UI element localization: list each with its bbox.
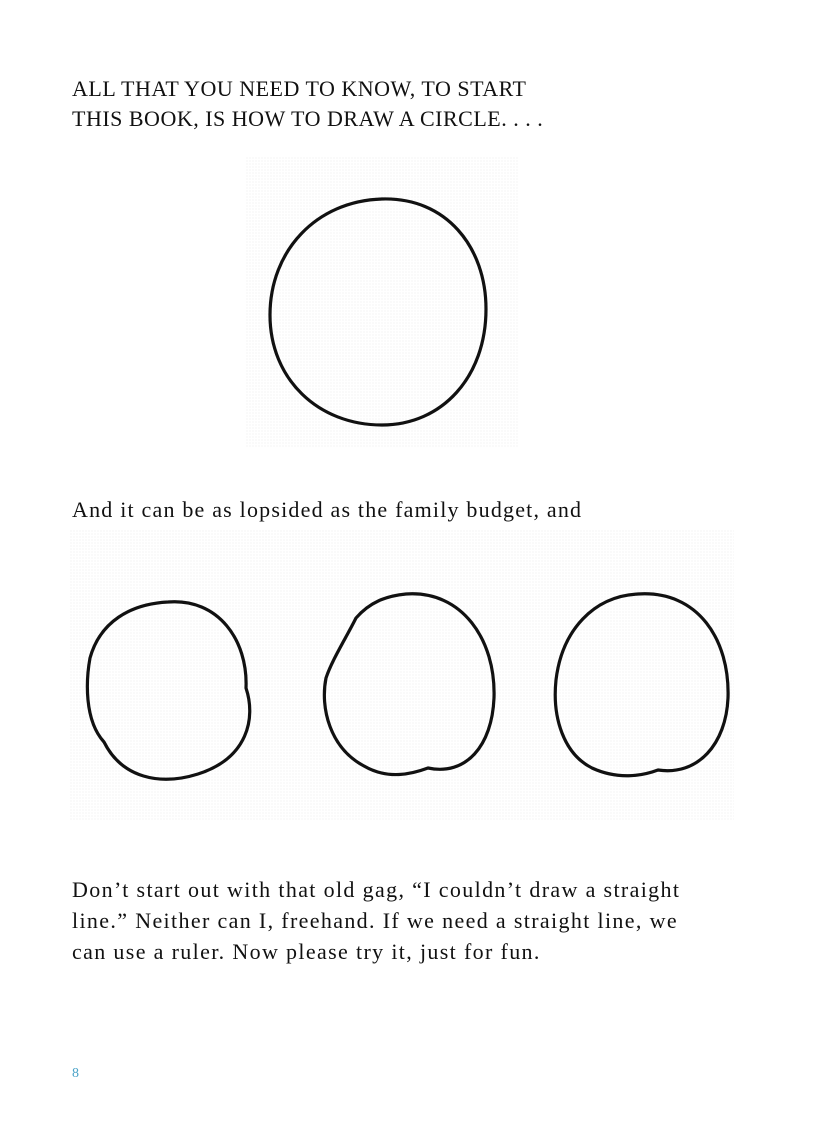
circle-illustration [246,157,518,447]
paragraph-2-line-3: can use a ruler. Now please try it, just for fun. [72,939,541,964]
paragraph-1-line-1: And it can be as lopsided as the family budget, and [72,497,583,522]
page-heading [72,74,712,134]
heading-line-2: THIS BOOK, IS HOW TO DRAW A CIRCLE. . . . [72,106,544,131]
page-number: 8 [72,1066,79,1081]
heading-line-1: ALL THAT YOU NEED TO KNOW, TO START [72,76,527,101]
paragraph-2-line-2: line.” Neither can I, freehand. If we need a straight line, we [72,908,678,933]
lopsided-circles-illustration [70,530,734,820]
paragraph-2-line-1: Don’t start out with that old gag, “I couldn’t draw a straight [72,877,681,902]
paragraph-straight-line [72,874,762,967]
